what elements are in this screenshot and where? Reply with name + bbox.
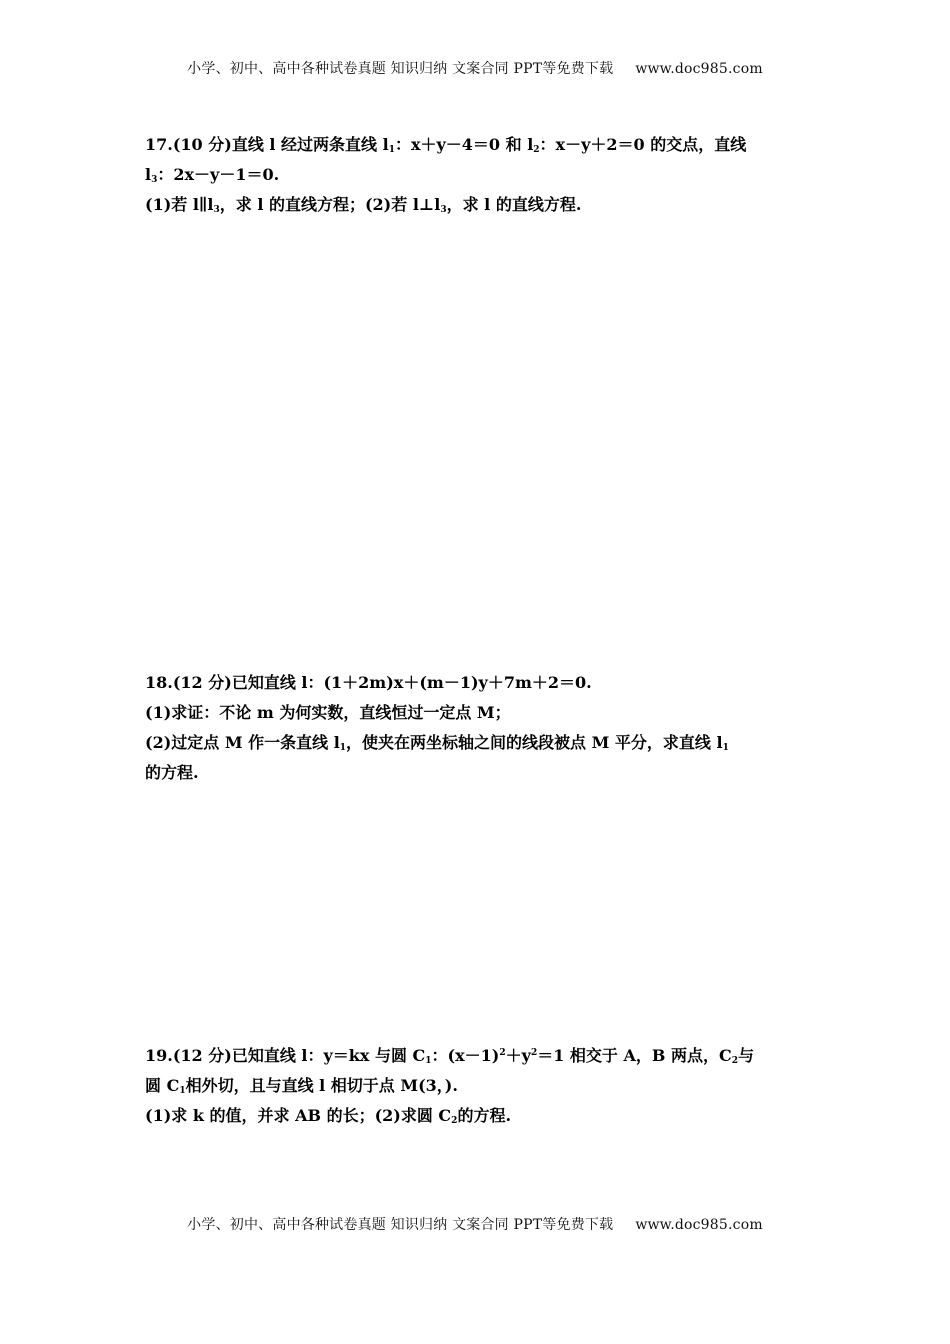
page-header xyxy=(0,58,950,78)
problem-19-line-3: (1)求 k 的值，并求 AB 的长；(2)求圆 $C_2$的方程. xyxy=(145,1106,512,1126)
problem-19-line-1: 19.(12 分)已知直线 l：y＝kx 与圆 $C_1$：$(x-1)^2+y^2=1$ 相交于 A，B 两点，$C_2$与 xyxy=(145,1046,755,1066)
header-text: 小学、初中、高中各种试卷真题 知识归纳 文案合同 PPT等免费下载 xyxy=(187,61,614,77)
problem-17-line-1: 17.(10 分)直线 l 经过两条直线 $l_1$：x＋y－4＝0 和 $l_2$：x－y＋2＝0 的交点，直线 xyxy=(145,135,747,155)
problem-18-line-4: 的方程. xyxy=(145,763,199,782)
header-site-link[interactable]: www.doc985.com xyxy=(635,61,763,77)
problem-18-line-3: (2)过定点 M 作一条直线 $l_1$，使夹在两坐标轴之间的线段被点 M 平分，求直线 $l_1$ xyxy=(145,733,729,753)
problem-19-line-2: 圆 $C_1$相外切，且与直线 l 相切于点 M(3，). xyxy=(145,1076,458,1096)
problem-18 xyxy=(145,668,815,788)
problem-17-line-2: $l_3$：2x－y－1＝0. xyxy=(145,165,280,185)
page-footer xyxy=(0,1214,950,1234)
problem-17 xyxy=(145,130,815,220)
problem-19 xyxy=(145,1041,815,1131)
footer-site-link[interactable]: www.doc985.com xyxy=(635,1217,763,1233)
problem-18-line-1: 18.(12 分)已知直线 l：(1＋2m)x＋(m－1)y＋7m＋2＝0. xyxy=(145,673,592,692)
footer-text: 小学、初中、高中各种试卷真题 知识归纳 文案合同 PPT等免费下载 xyxy=(187,1217,614,1233)
problem-18-line-2: (1)求证：不论 m 为何实数，直线恒过一定点 M； xyxy=(145,703,511,722)
problem-17-line-3: (1)若 $l\parallel l_3$，求 l 的直线方程；(2)若 $l\perp l_3$，求 l 的直线方程. xyxy=(145,195,582,215)
